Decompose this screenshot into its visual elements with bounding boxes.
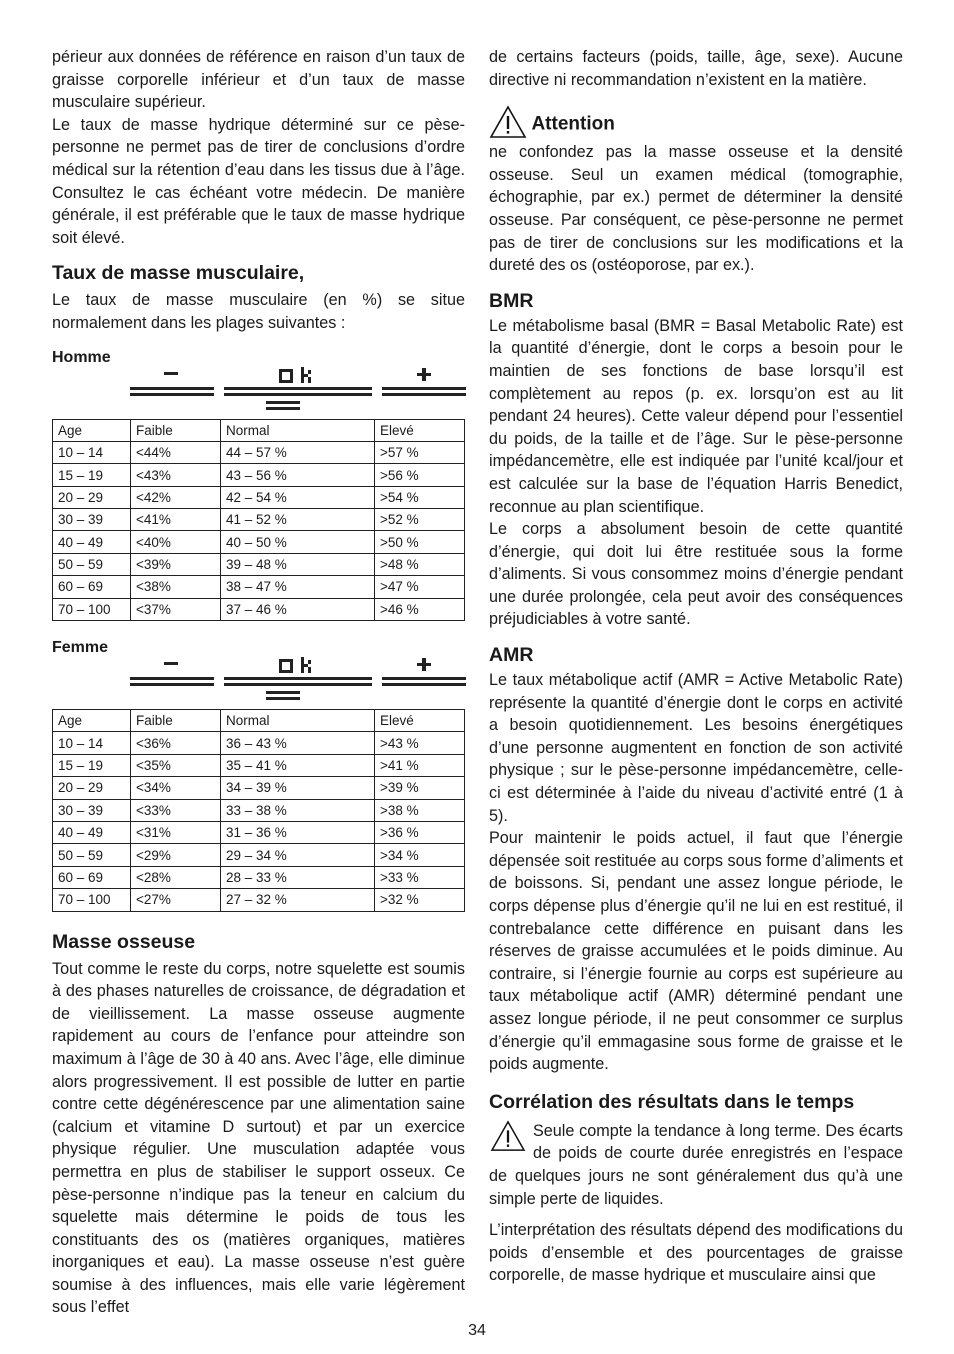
intro-paragraph-1: périeur aux données de référence en raison d’un taux de graisse corporelle inférieur et d’un taux de masse musculaire supérieur. bbox=[52, 48, 465, 112]
table-cell: <40% bbox=[131, 531, 221, 553]
table-cell: 44 – 57 % bbox=[221, 441, 375, 463]
table-cell: 20 – 29 bbox=[53, 486, 131, 508]
table-header-cell: Faible bbox=[131, 710, 221, 732]
table-row bbox=[53, 598, 465, 620]
table-cell: <38% bbox=[131, 576, 221, 598]
normal-indicator-icon bbox=[224, 657, 372, 705]
table-header-row bbox=[53, 419, 465, 441]
table-row bbox=[53, 844, 465, 866]
table-cell: 29 – 34 % bbox=[221, 844, 375, 866]
table-cell: >33 % bbox=[375, 866, 465, 888]
attention-label: Attention bbox=[531, 113, 615, 135]
high-indicator-icon bbox=[382, 367, 466, 401]
table-cell: <41% bbox=[131, 509, 221, 531]
table-cell: 70 – 100 bbox=[53, 889, 131, 911]
table-cell: >57 % bbox=[375, 441, 465, 463]
bone-continued-text: de certains facteurs (poids, taille, âge, sexe). Aucune directive ni recommandation n’existent en la matière. bbox=[489, 48, 903, 89]
amr-paragraph-1: Le taux métabolique actif (AMR = Active Metabolic Rate) représente la quantité d’énergie dont le corps en activité a besoin quotidiennement. Les besoins énergétiques d’une personne augmentent en fonction de son activité physique ; sur le pèse-personne impédancemètre, celle-ci est déterminée à l’aide du niveau d’activité entré (1 à 5). bbox=[489, 671, 903, 825]
muscle-heading: Taux de masse musculaire, bbox=[52, 262, 305, 285]
table-cell: 30 – 39 bbox=[53, 799, 131, 821]
table-cell: 20 – 29 bbox=[53, 777, 131, 799]
table-cell: 70 – 100 bbox=[53, 598, 131, 620]
table-cell: 40 – 50 % bbox=[221, 531, 375, 553]
table-row bbox=[53, 464, 465, 486]
table-cell: 43 – 56 % bbox=[221, 464, 375, 486]
table-cell: <35% bbox=[131, 754, 221, 776]
femme-muscle-table bbox=[52, 709, 465, 912]
page-number: 34 bbox=[468, 1322, 486, 1339]
table-cell: <28% bbox=[131, 866, 221, 888]
table-cell: >38 % bbox=[375, 799, 465, 821]
table-cell: 50 – 59 bbox=[53, 844, 131, 866]
homme-label: Homme bbox=[52, 348, 111, 366]
table-cell: 42 – 54 % bbox=[221, 486, 375, 508]
correlation-paragraph-1 bbox=[489, 1120, 903, 1210]
high-indicator-icon bbox=[382, 657, 466, 691]
table-cell: <43% bbox=[131, 464, 221, 486]
table-row bbox=[53, 777, 465, 799]
table-cell: >50 % bbox=[375, 531, 465, 553]
table-cell: <27% bbox=[131, 889, 221, 911]
amr-heading: AMR bbox=[489, 644, 534, 667]
table-cell: 35 – 41 % bbox=[221, 754, 375, 776]
table-cell: 40 – 49 bbox=[53, 531, 131, 553]
table-row bbox=[53, 576, 465, 598]
normal-indicator-icon bbox=[224, 367, 372, 415]
table-cell: <37% bbox=[131, 598, 221, 620]
attention-text: ne confondez pas la masse osseuse et la densité osseuse. Seul un examen médical (tomographie, échographie, par ex.) permet de déterminer la densité osseuse. Par conséquent, ce pèse-personne ne permet pas de tirer de conclusions sur les modifications et la dureté des os (ostéoporose, par ex.). bbox=[489, 143, 903, 275]
bone-text: Tout comme le reste du corps, notre squelette est soumis à des phases naturelles de croissance, de dégradation et de vieillissement. La masse osseuse augmente rapidement au cours de l’enfance pour atteindre son maximum à l’âge de 30 à 40 ans. Avec l’âge, elle diminue alors progressivement. Il est possible de lutter en partie contre cette dégénérescence par une alimentation saine (calcium et vitamine D surtout) et par un exercice physique régulier. Une musculation adaptée vous permettra en plus de stabiliser le support osseux. Ce pèse-personne n’indique pas la teneur en calcium du squelette mais détermine le poids de tous les constituants des os (matières organiques, matières inorganiques et eau). La masse osseuse n’est guère soumise à des influences, mais elle varie légèrement sous l’effet bbox=[52, 959, 465, 1317]
table-cell: <39% bbox=[131, 553, 221, 575]
table-cell: >54 % bbox=[375, 486, 465, 508]
table-row bbox=[53, 486, 465, 508]
table-cell: 40 – 49 bbox=[53, 822, 131, 844]
correlation-text-1: Seule compte la tendance à long terme. Des écarts de poids de courte durée enregistrés en l’espace de quelques jours ne sont généralement dus qu’à une simple perte de liquides. bbox=[489, 1121, 903, 1208]
femme-label: Femme bbox=[52, 639, 109, 657]
table-cell: <33% bbox=[131, 799, 221, 821]
table-cell: 36 – 43 % bbox=[221, 732, 375, 754]
correlation-paragraph-2: L’interprétation des résultats dépend des modifications du poids d’ensemble et des pourcentages de graisse corporelle, de masse hydrique et musculaire ainsi que bbox=[489, 1221, 903, 1285]
table-cell: 10 – 14 bbox=[53, 732, 131, 754]
table-cell: 50 – 59 bbox=[53, 553, 131, 575]
table-cell: >36 % bbox=[375, 822, 465, 844]
homme-muscle-table bbox=[52, 419, 465, 622]
table-row bbox=[53, 441, 465, 463]
warning-icon bbox=[489, 105, 527, 144]
table-cell: 33 – 38 % bbox=[221, 799, 375, 821]
table-cell: 60 – 69 bbox=[53, 866, 131, 888]
table-header-cell: Elevé bbox=[375, 710, 465, 732]
table-cell: >48 % bbox=[375, 553, 465, 575]
table-cell: <36% bbox=[131, 732, 221, 754]
low-indicator-icon bbox=[130, 657, 214, 691]
table-cell: >34 % bbox=[375, 844, 465, 866]
table-row bbox=[53, 799, 465, 821]
bone-heading: Masse osseuse bbox=[52, 930, 196, 953]
muscle-text: Le taux de masse musculaire (en %) se situe normalement dans les plages suivantes : bbox=[52, 291, 465, 332]
bmr-heading: BMR bbox=[489, 289, 534, 312]
table-cell: >52 % bbox=[375, 509, 465, 531]
correlation-heading: Corrélation des résultats dans le temps bbox=[489, 1090, 855, 1113]
table-cell: 10 – 14 bbox=[53, 441, 131, 463]
homme-lcd-indicators bbox=[52, 367, 465, 419]
right-column bbox=[489, 46, 903, 1287]
table-cell: 38 – 47 % bbox=[221, 576, 375, 598]
femme-lcd-indicators bbox=[52, 657, 465, 709]
attention-header bbox=[489, 105, 903, 137]
table-cell: >41 % bbox=[375, 754, 465, 776]
table-cell: <29% bbox=[131, 844, 221, 866]
table-cell: >56 % bbox=[375, 464, 465, 486]
table-row bbox=[53, 553, 465, 575]
bmr-paragraph-2: Le corps a absolument besoin de cette quantité d’énergie, qui doit lui être restituée sous la forme d’aliments. Si vous consommez moins d’énergie pendant une durée prolongée, cela peut avoir des conséquences préjudiciables à votre santé. bbox=[489, 520, 903, 629]
table-cell: <42% bbox=[131, 486, 221, 508]
table-cell: 31 – 36 % bbox=[221, 822, 375, 844]
table-cell: >39 % bbox=[375, 777, 465, 799]
table-row bbox=[53, 509, 465, 531]
table-cell: >46 % bbox=[375, 598, 465, 620]
table-cell: <31% bbox=[131, 822, 221, 844]
table-cell: >43 % bbox=[375, 732, 465, 754]
table-cell: 30 – 39 bbox=[53, 509, 131, 531]
table-header-cell: Faible bbox=[131, 419, 221, 441]
table-header-cell: Normal bbox=[221, 419, 375, 441]
table-cell: 28 – 33 % bbox=[221, 866, 375, 888]
table-header-cell: Age bbox=[53, 419, 131, 441]
table-cell: 34 – 39 % bbox=[221, 777, 375, 799]
left-column bbox=[52, 46, 465, 1319]
table-cell: 15 – 19 bbox=[53, 464, 131, 486]
table-cell: >47 % bbox=[375, 576, 465, 598]
table-cell: 27 – 32 % bbox=[221, 889, 375, 911]
table-row bbox=[53, 889, 465, 911]
warning-icon bbox=[489, 1120, 527, 1159]
bmr-paragraph-1: Le métabolisme basal (BMR = Basal Metabolic Rate) est la quantité d’énergie, dont le corps a besoin pour le maintien de ses fonctions de base lorsqu’il est complètement au repos (p. ex. lorsqu’on est au lit pendant 24 heures). Cette valeur dépend pour l’essentiel du poids, de la taille et de l’âge. Sur le pèse-personne impédancemètre, elle est indiquée par l’unité kcal/jour et est calculée sur la base de l’équation Harris Benedict, reconnue au plan scientifique. bbox=[489, 316, 903, 516]
intro-paragraph-2: Le taux de masse hydrique déterminé sur ce pèse-personne ne permet pas de tirer de conclusions d’ordre médical sur la rétention d’eau dans les tissus due à l’âge. Consultez le cas échéant votre médecin. De manière générale, il est préférable que le taux de masse hydrique soit élevé. bbox=[52, 115, 465, 247]
amr-paragraph-2: Pour maintenir le poids actuel, il faut que l’énergie dépensée soit restituée au corps sous forme d’aliments et de boissons. Si, pendant une assez longue période, le corps dépense plus d’énergie qu’il ne lui en est restitué, il contrebalance cette différence en puisant dans les réserves de graisse accumulées et le poids diminue. Au contraire, si l’énergie fournie au corps est supérieure au taux métabolique actif (AMR) déterminé pendant une assez longue période, il ne peut consommer ce surplus d’énergie qu’il emmagasine sous forme de graisse et le poids augmente. bbox=[489, 829, 903, 1074]
table-row bbox=[53, 866, 465, 888]
table-row bbox=[53, 822, 465, 844]
table-cell: 39 – 48 % bbox=[221, 553, 375, 575]
table-cell: >32 % bbox=[375, 889, 465, 911]
table-cell: 60 – 69 bbox=[53, 576, 131, 598]
table-header-cell: Age bbox=[53, 710, 131, 732]
table-row bbox=[53, 732, 465, 754]
table-cell: 41 – 52 % bbox=[221, 509, 375, 531]
table-cell: 15 – 19 bbox=[53, 754, 131, 776]
table-cell: 37 – 46 % bbox=[221, 598, 375, 620]
table-row bbox=[53, 754, 465, 776]
low-indicator-icon bbox=[130, 367, 214, 401]
table-header-cell: Normal bbox=[221, 710, 375, 732]
table-cell: <44% bbox=[131, 441, 221, 463]
table-cell: <34% bbox=[131, 777, 221, 799]
table-header-row bbox=[53, 710, 465, 732]
table-header-cell: Elevé bbox=[375, 419, 465, 441]
table-row bbox=[53, 531, 465, 553]
